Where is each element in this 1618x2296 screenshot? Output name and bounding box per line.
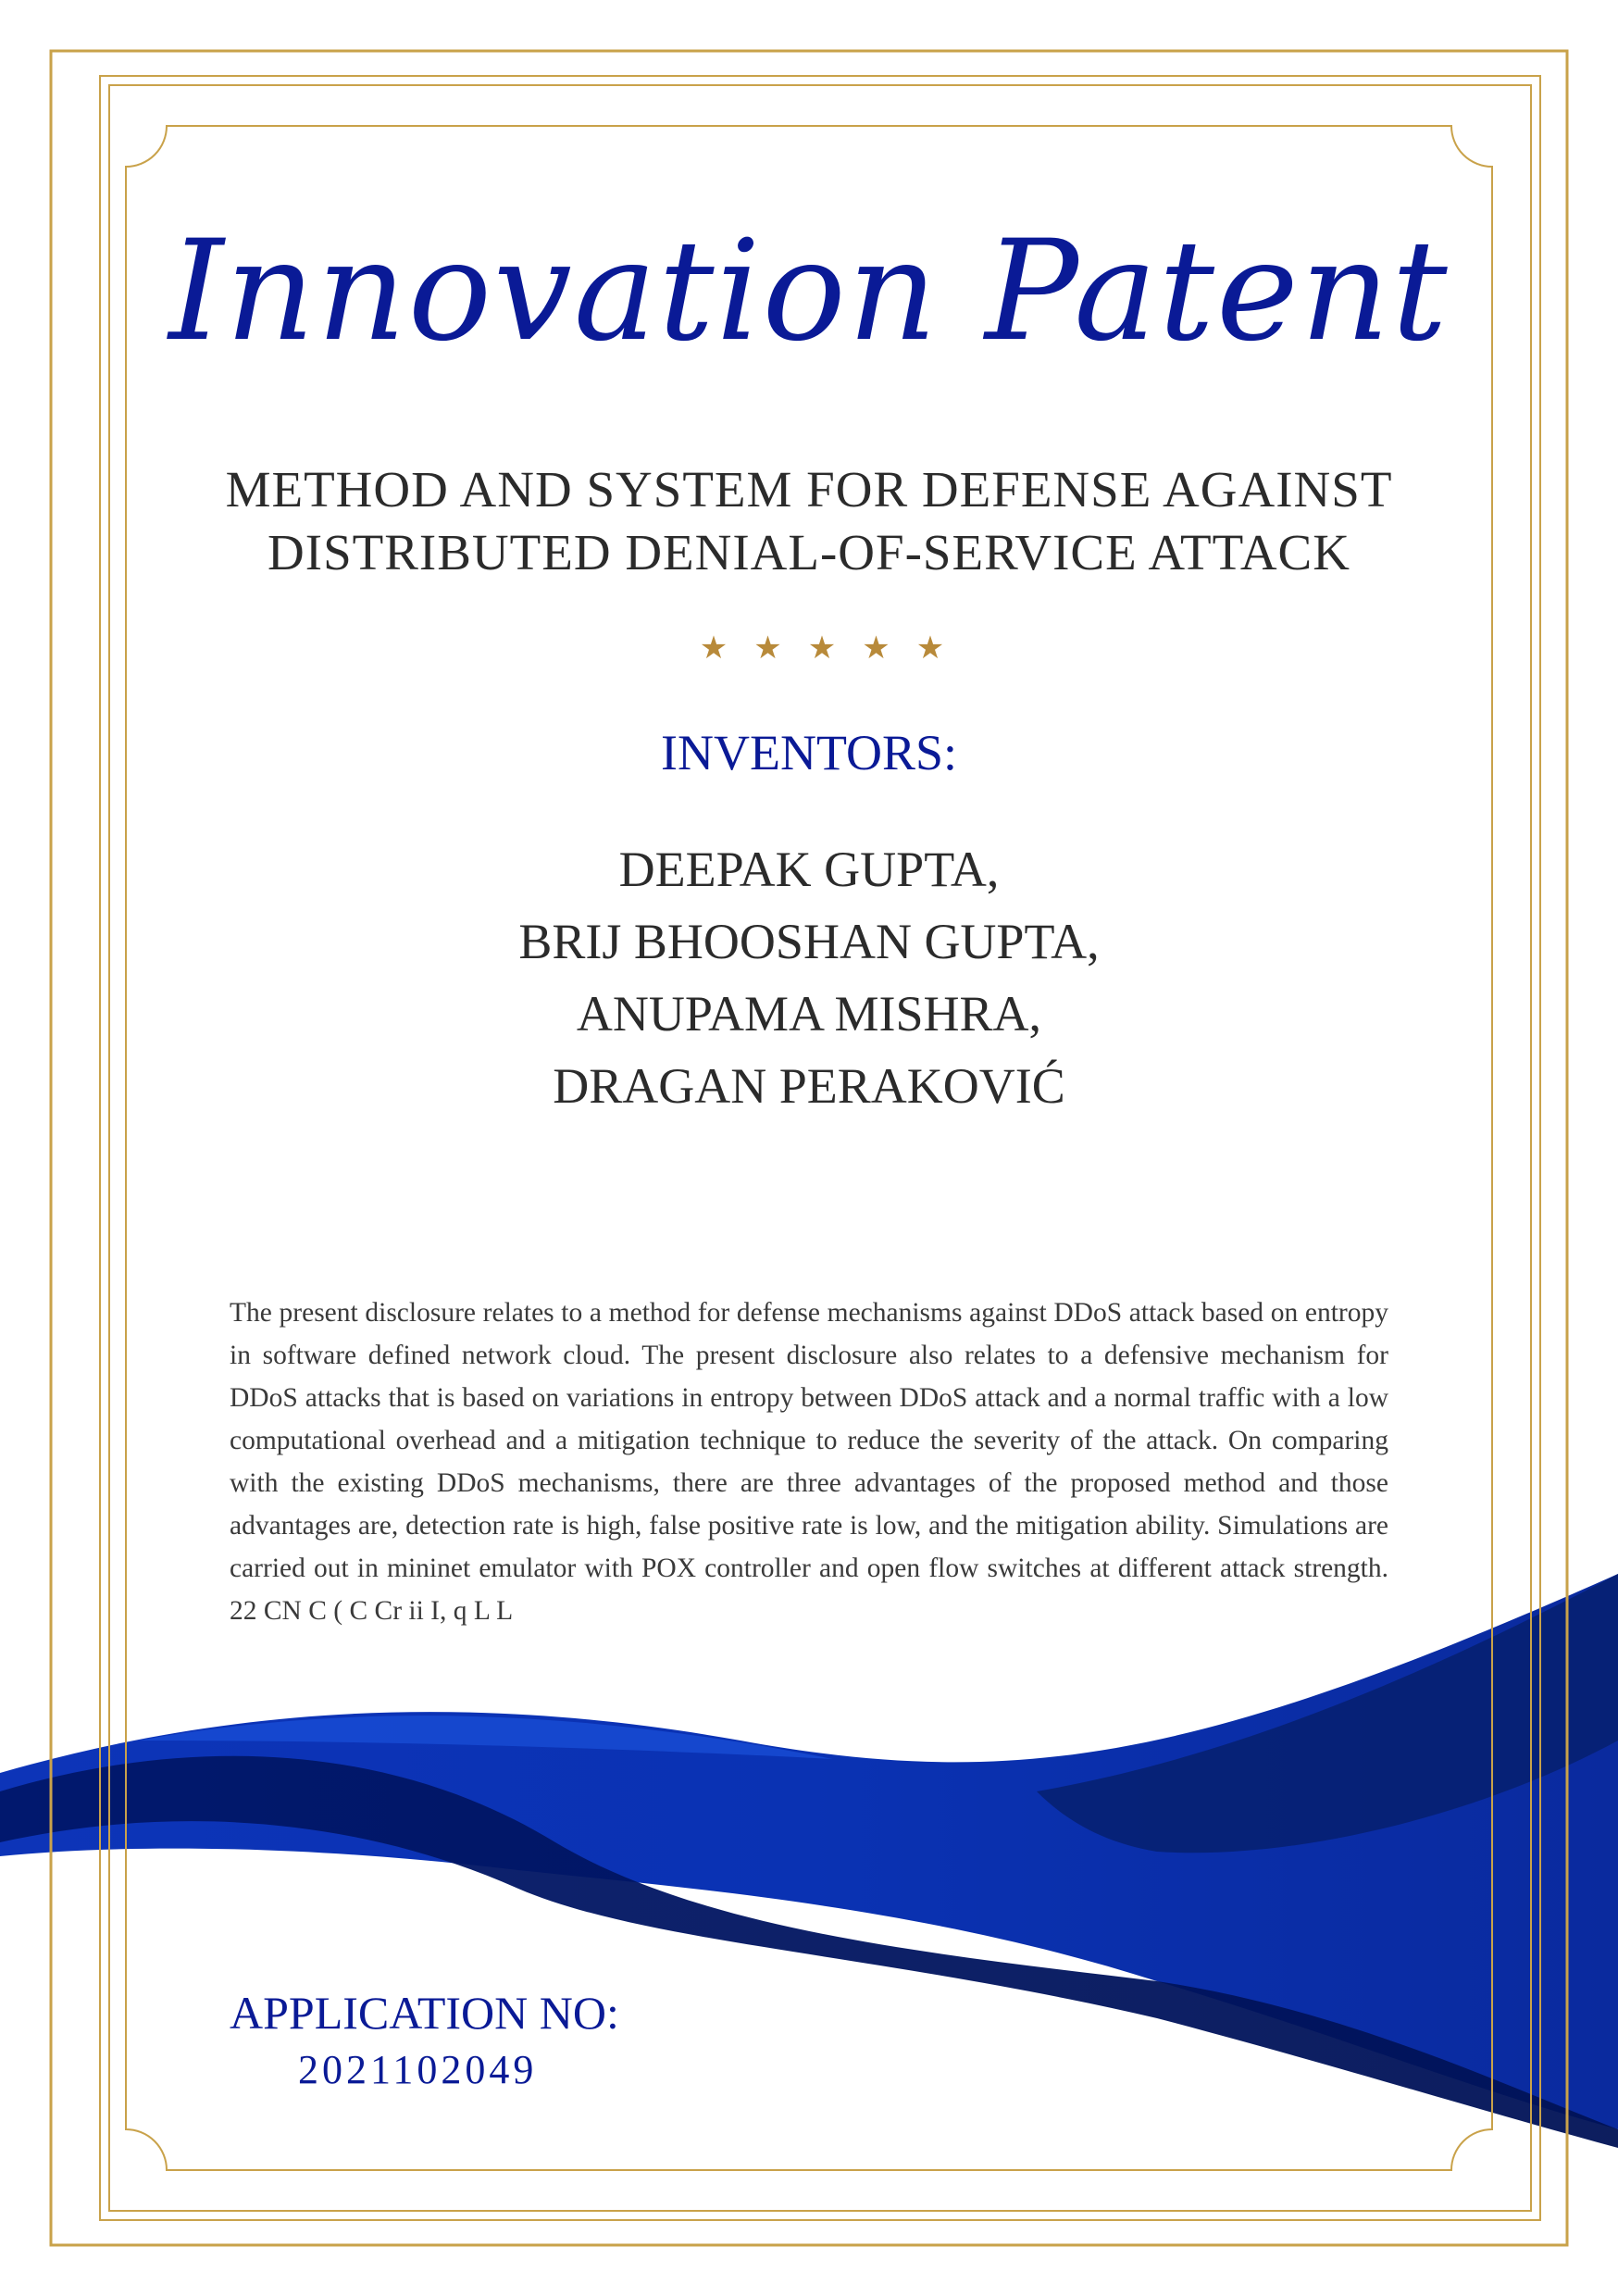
patent-subtitle bbox=[0, 458, 1618, 584]
certificate-title: Innovation Patent bbox=[168, 211, 1450, 372]
inventor-name: BRIJ BHOOSHAN GUPTA, bbox=[518, 914, 1100, 969]
inventor-name: DEEPAK GUPTA, bbox=[618, 842, 1000, 897]
inventors-heading: INVENTORS: bbox=[660, 725, 958, 780]
abstract-text: The present disclosure relates to a method for defense mechanisms against DDoS attack based on entropy in software defined network cloud. The present disclosure also relates to a defensive mechanism for DDoS attacks that is based on variations in entropy between DDoS attack and a normal traffic with a low computational overhead and a mitigation technique to reduce the severity of the attack. On comparing with the existing DDoS mechanisms, there are three advantages of the proposed method and those advantages are, detection rate is high, false positive rate is low, and the mitigation ability. Simulations are carried out in mininet emulator with POX controller and open flow switches at different attack strength. 22 CN C ( C Cr ii I, q L L bbox=[230, 1298, 1388, 1626]
subtitle-line-2: DISTRIBUTED DENIAL-OF-SERVICE ATTACK bbox=[268, 524, 1350, 580]
inventor-list bbox=[0, 833, 1618, 1122]
inventor-name: ANUPAMA MISHRA, bbox=[576, 986, 1042, 1042]
star-divider-icon: ★★★★★ bbox=[699, 631, 971, 666]
application-number: 2021102049 bbox=[298, 2047, 538, 2092]
subtitle-line-1: METHOD AND SYSTEM FOR DEFENSE AGAINST bbox=[225, 461, 1393, 518]
application-label: APPLICATION NO: bbox=[230, 1987, 619, 2039]
inventor-name: DRAGAN PERAKOVIĆ bbox=[553, 1058, 1065, 1114]
